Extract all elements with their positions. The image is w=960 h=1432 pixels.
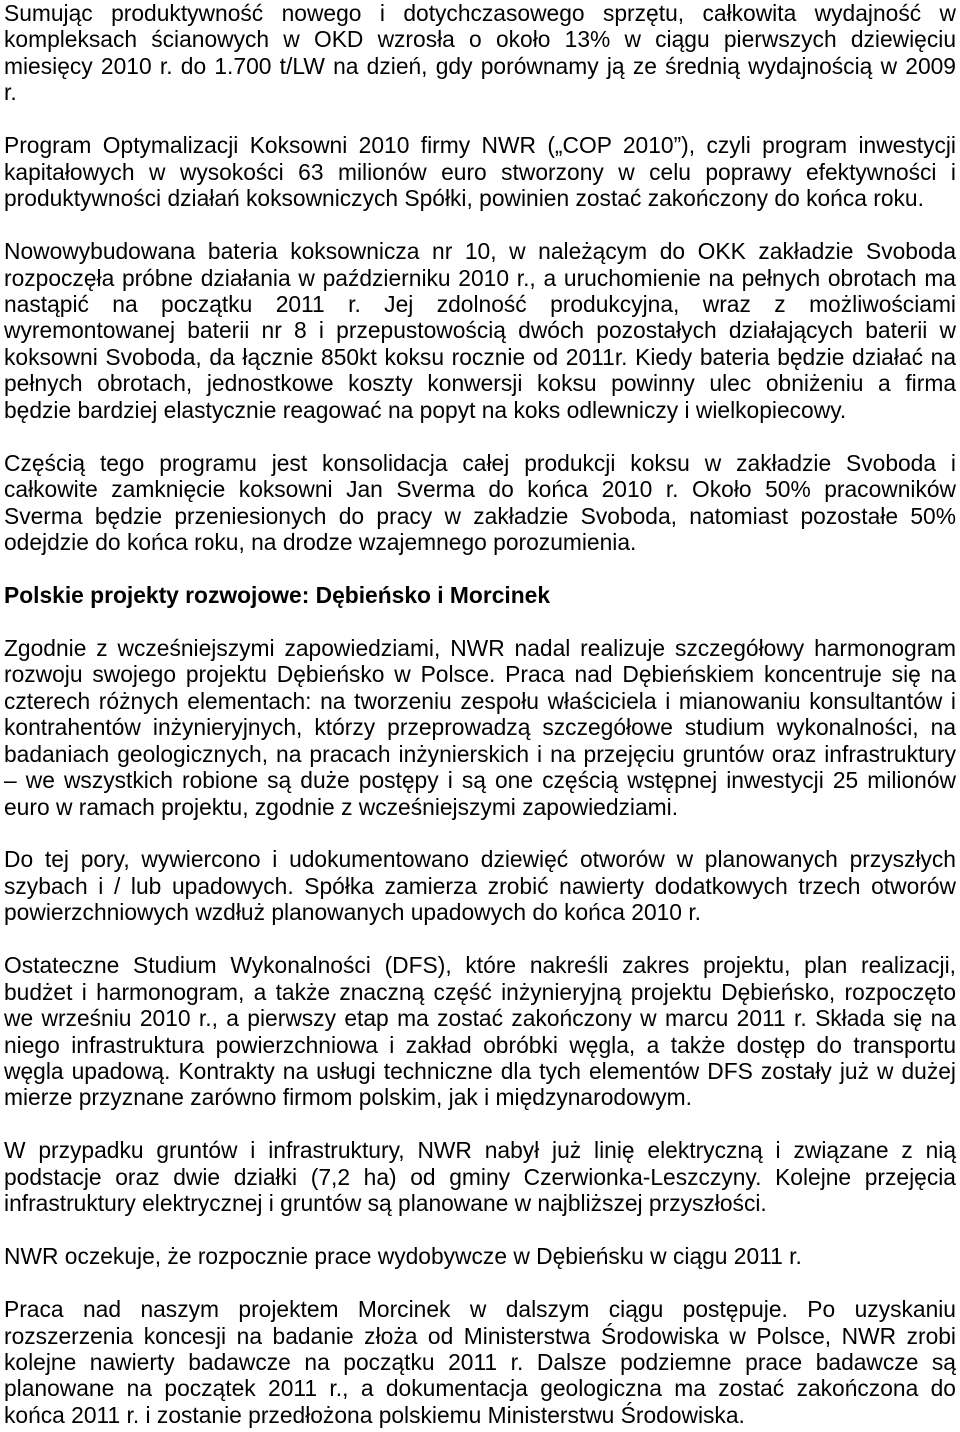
- text-line: Częścią tego programu jest konsolidacja całej produkcji koksu w zakładzie Svoboda i: [4, 449, 956, 476]
- text-line: odejdzie do końca roku, na drodze wzajemnego porozumienia.: [4, 529, 637, 556]
- paragraph-productivity: [4, 0, 956, 106]
- text-line: podstacje oraz dwie działki (7,2 ha) od gminy Czerwionka-Leszczyny. Kolejne przejęcia: [4, 1163, 956, 1190]
- text-line: Do tej pory, wywiercono i udokumentowano dziewięć otworów w planowanych przyszłych: [4, 846, 956, 873]
- paragraph-cop-2010: [4, 132, 956, 211]
- text-line: rozwoju swojego projektu Dębieńsko w Polsce. Praca nad Dębieńskiem koncentruje się na: [4, 661, 956, 688]
- text-line: szybach i / lub upadowych. Spółka zamierza zrobić nawierty dodatkowych trzech otworów: [4, 872, 956, 899]
- text-line: kapitałowych w wysokości 63 milionów euro stworzony w celu poprawy efektywności i: [4, 158, 956, 185]
- text-line: niego infrastruktura powierzchniowa i zakład obróbki węgla, a także dostęp do transportu: [4, 1031, 956, 1058]
- text-line: rozpoczęła próbne działania w październiku 2010 r., a uruchomienie na pełnych obrotach ma: [4, 264, 956, 291]
- text-line: kolejne nawierty badawcze na początku 2011 r. Dalsze podziemne prace badawcze są: [4, 1348, 956, 1375]
- text-line: euro w ramach projektu, zgodnie z wcześniejszymi zapowiedziami.: [4, 793, 679, 820]
- text-line: powierzchniowych wzdłuż planowanych upadowych do końca 2010 r.: [4, 899, 701, 926]
- section-heading: Polskie projekty rozwojowe: Dębieńsko i Morcinek: [4, 581, 551, 608]
- paragraph-mining-start: [4, 1243, 956, 1269]
- text-line: Praca nad naszym projektem Morcinek w dalszym ciągu postępuje. Po uzyskaniu: [4, 1296, 956, 1323]
- text-line: Ostateczne Studium Wykonalności (DFS), które nakreśli zakres projektu, plan realizacji,: [4, 952, 956, 979]
- text-line: węgla upadową. Kontrakty na usługi techniczne dla tych elementów DFS zostały już w dużej: [4, 1058, 956, 1085]
- text-line: całkowite zamknięcie koksowni Jan Sverma do końca 2010 r. Około 50% pracowników: [4, 476, 956, 503]
- text-line: wyremontowanej baterii nr 8 i przepustowością dwóch pozostałych działających baterii w: [4, 317, 956, 344]
- text-line: W przypadku gruntów i infrastruktury, NWR nabył już linię elektryczną i związane z nią: [4, 1137, 956, 1164]
- paragraph-coke-battery: [4, 238, 956, 423]
- text-line: produktywności działań koksowniczych Spółki, powinien zostać zakończony do końca roku.: [4, 185, 924, 212]
- text-line: infrastruktury elektrycznej i gruntów są planowane w najbliższej przyszłości.: [4, 1190, 767, 1217]
- paragraph-morcinek: [4, 1296, 956, 1428]
- text-line: nastąpić na początku 2011 r. Jej zdolność produkcyjna, wraz z możliwościami: [4, 290, 956, 317]
- paragraph-land-infrastructure: [4, 1137, 956, 1216]
- text-line: miesięcy 2010 r. do 1.700 t/LW na dzień, gdy porównamy ją ze średnią wydajnością w 2009: [4, 52, 956, 79]
- text-line: – we wszystkich robione są duże postępy i są one częścią wstępnej inwestycji 25 milionów: [4, 767, 956, 794]
- text-line: kontrahentów inżynieryjnych, którzy przeprowadzą szczegółowe studium wykonalności, na: [4, 714, 956, 741]
- text-line: Sverma będzie przeniesionych do pracy w zakładzie Svoboda, natomiast pozostałe 50%: [4, 502, 956, 529]
- text-line: badaniach geologicznych, na pracach inżynierskich i na przejęciu gruntów oraz infrastruktury: [4, 740, 956, 767]
- text-line: NWR oczekuje, że rozpocznie prace wydobywcze w Dębieńsku w ciągu 2011 r.: [4, 1243, 802, 1270]
- text-line: Zgodnie z wcześniejszymi zapowiedziami, NWR nadal realizuje szczegółowy harmonogram: [4, 634, 956, 661]
- paragraph-debiensko-schedule: [4, 635, 956, 820]
- paragraph-boreholes: [4, 846, 956, 925]
- text-line: będzie bardziej elastycznie reagować na popyt na koks odlewniczy i wielkopiecowy.: [4, 396, 847, 423]
- text-line: planowane na początek 2011 r., a dokumentacja geologiczna ma zostać zakończona do: [4, 1375, 956, 1402]
- text-line: mierze przyznane zarówno firmom polskim, jak i międzynarodowym.: [4, 1084, 692, 1111]
- text-line: rozszerzenia koncesji na badanie złoża od Ministerstwa Środowiska w Polsce, NWR zrobi: [4, 1322, 956, 1349]
- paragraph-dfs: [4, 952, 956, 1111]
- text-line: końca 2011 r. i zostanie przedłożona polskiemu Ministerstwu Środowiska.: [4, 1401, 745, 1428]
- text-line: pełnych obrotach, jednostkowe koszty konwersji koksu powinny ulec obniżeniu a firma: [4, 370, 956, 397]
- text-line: koksowni Svoboda, da łącznie 850kt koksu rocznie od 2011r. Kiedy bateria będzie działać na: [4, 343, 956, 370]
- paragraph-consolidation: [4, 450, 956, 556]
- text-line: r.: [4, 79, 17, 106]
- text-line: czterech różnych elementach: na tworzeniu zespołu właściciela i mianowaniu konsultantów i: [4, 687, 956, 714]
- text-line: budżet i harmonogram, a także znaczną część inżynieryjną projektu Dębieńsko, rozpoczęto: [4, 978, 956, 1005]
- text-line: Program Optymalizacji Koksowni 2010 firmy NWR („COP 2010”), czyli program inwestycji: [4, 132, 956, 159]
- text-line: kompleksach ścianowych w OKD wzrosła o około 13% w ciągu pierwszych dziewięciu: [4, 26, 956, 53]
- text-line: Nowowybudowana bateria koksownicza nr 10, w należącym do OKK zakładzie Svoboda: [4, 238, 956, 265]
- text-line: we wrześniu 2010 r., a pierwszy etap ma zostać zakończony w marcu 2011 r. Składa się na: [4, 1005, 956, 1032]
- text-line: Sumując produktywność nowego i dotychczasowego sprzętu, całkowita wydajność w: [4, 0, 956, 26]
